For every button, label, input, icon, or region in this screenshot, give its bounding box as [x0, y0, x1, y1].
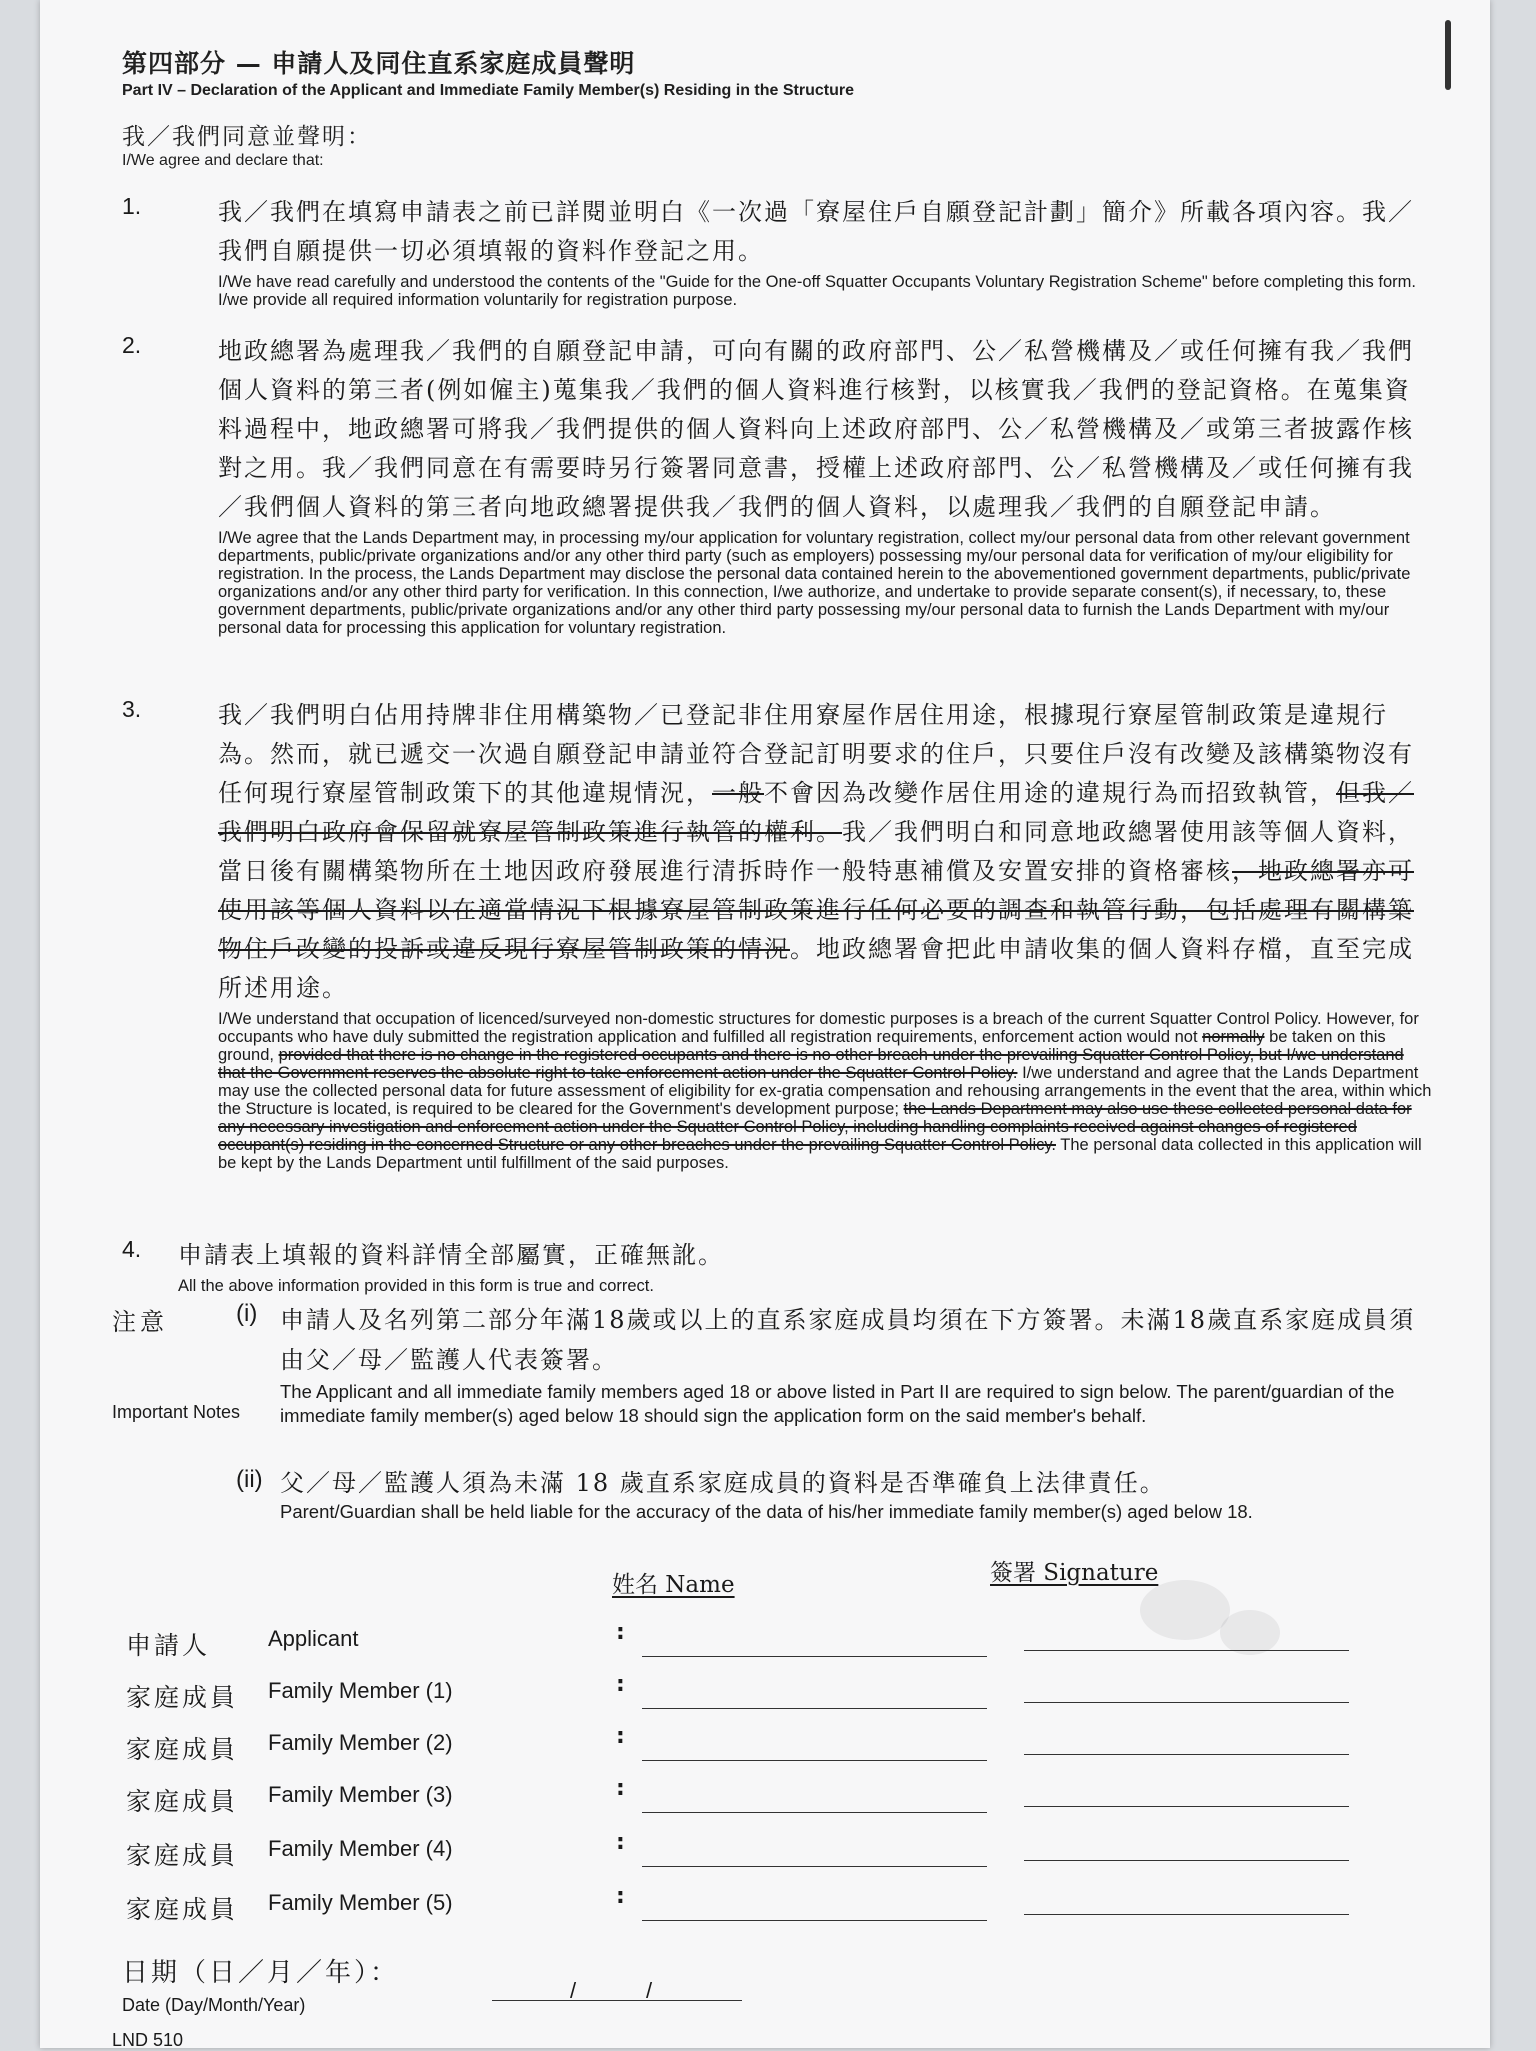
signature-row-family-2: [126, 1724, 1376, 1764]
part-title-en: Part IV – Declaration of the Applicant and Immediate Family Member(s) Residing in the Structure: [122, 82, 854, 99]
row-colon: :: [616, 1830, 625, 1855]
name-field[interactable]: [642, 1656, 987, 1657]
agree-heading-en: I/We agree and declare that:: [122, 152, 324, 169]
struck-text: 但我／我們明白政府會保留就寮屋管制政策進行執管的權利。: [218, 779, 1414, 846]
item-text-en: [218, 1010, 1432, 1172]
en-text-segment: I/We understand that occupation of licenced/surveyed non-domestic structures for domestic purposes is a breach of the current Squatter Control Policy. However, for occupants who have duly submitted the registration application and fulfilled all registration requirements, enforcement action would not: [218, 1010, 1419, 1046]
signature-column-header: 簽署 Signature: [990, 1560, 1159, 1586]
row-label-en: Family Member (1): [268, 1678, 453, 1703]
item-text-zh: [218, 696, 1432, 1008]
item-text-zh: 地政總署為處理我／我們的自願登記申請，可向有關的政府部門、公／私營機構及／或任何擁有我／我們個人資料的第三者(例如僱主)蒐集我／我們的個人資料進行核對，以核實我／我們的登記資格。在蒐集資料過程中，地政總署可將我／我們提供的個人資料向上述政府部門、公／私營機構及／或第三者披露作核對之用。我／我們同意在有需要時另行簽署同意書，授權上述政府部門、公／私營機構及／或任何擁有我／我們個人資料的第三者向地政總署提供我／我們的個人資料，以處理我／我們的自願登記申請。: [218, 337, 1414, 521]
name-column-header: 姓名 Name: [612, 1572, 735, 1598]
zh-text-segment: 不會因為改變作居住用途的違規行為而招致執管，: [764, 779, 1336, 807]
struck-text: ，地政總署亦可使用該等個人資料以在適當情況下根據寮屋管制政策進行任何必要的調查和執管行動，包括處理有關構築物住戶改變的投訴或違反現行寮屋管制政策的情況: [218, 857, 1414, 963]
item-text-en: I/We agree that the Lands Department may, in processing my/our application for voluntary registration, collect my/our personal data from other relevant government departments, public/private organizations and/or any other third party (such as employers) possessing my/our personal data for verification of my/our eligibility for registration. In the process, the Lands Department may disclose the personal data contained herein to the abovementioned government departments, public/private organizations and/or any other third party for verification. In this connection, I/we authorize, and undertake to provide separate consent(s), if necessary, to, these government departments, public/private organizations and/or any other third party possessing my/our personal data to furnish the Lands Department with my/our personal data for processing this application for voluntary registration.: [218, 529, 1411, 637]
signature-row-family-3: [126, 1776, 1376, 1816]
zh-text-segment: 。地政總署會把此申請收集的個人資料存檔，直至完成所述用途。: [218, 935, 1414, 1002]
agree-heading-zh: 我／我們同意並聲明：: [122, 124, 372, 150]
zh-text-segment: 我／我們明白和同意地政總署使用該等個人資料，當日後有關構築物所在土地因政府發展進行清拆時作一般特惠補償及安置安排的資格審核: [218, 818, 1414, 885]
date-field[interactable]: [492, 2000, 742, 2001]
struck-text: provided that there is no change in the registered occupants and there is no other breach under the prevailing Squatter Control Policy, but I/we understand that the Government reserves the absolute right to take enforcement action under the Squatter Control Policy.: [218, 1046, 1404, 1082]
row-label-en: Family Member (5): [268, 1890, 453, 1915]
row-colon: :: [616, 1672, 625, 1697]
signature-field[interactable]: [1024, 1754, 1349, 1755]
form-code: LND 510: [112, 2030, 184, 2050]
notes-label-zh: 注意: [112, 1308, 168, 1336]
signature-row-family-5: [126, 1884, 1376, 1924]
item-text-zh: 我／我們在填寫申請表之前已詳閱並明白《一次過「寮屋住戶自願登記計劃」簡介》所載各項內容。我／我們自願提供一切必須填報的資料作登記之用。: [218, 198, 1414, 265]
note-text-en: Parent/Guardian shall be held liable for the accuracy of the data of his/her immediate family member(s) aged below 18.: [280, 1501, 1253, 1522]
date-separator: /: [646, 1978, 653, 2003]
signature-field[interactable]: [1024, 1650, 1349, 1651]
notes-label-en: Important Notes: [112, 1402, 241, 1422]
signature-row-family-1: [126, 1672, 1376, 1712]
row-colon: :: [616, 1724, 625, 1749]
struck-text: 一般: [712, 779, 764, 807]
signature-field[interactable]: [1024, 1806, 1349, 1807]
note-text-zh: 申請人及名列第二部分年滿18歲或以上的直系家庭成員均須在下方簽署。未滿18歲直系家庭成員須由父／母／監護人代表簽署。: [280, 1306, 1416, 1374]
signature-field[interactable]: [1024, 1702, 1349, 1703]
declaration-item-3: [122, 696, 1432, 1172]
declaration-item-2: [122, 332, 1432, 637]
item-text-en: All the above information provided in this form is true and correct.: [178, 1277, 654, 1295]
note-marker: (i): [236, 1300, 258, 1327]
note-marker: (ii): [236, 1466, 263, 1493]
struck-text: the Lands Department may also use these collected personal data for any necessary investigation and enforcement action under the Squatter Control Policy, including handling complaints received against changes of registered occupant(s) residing in the concerned Structure or any other breaches under the prevailing Squatter Control Policy.: [218, 1100, 1412, 1154]
note-ii: [236, 1466, 1486, 1524]
item-number: 1.: [122, 193, 142, 219]
row-label-zh: 家庭成員: [126, 1841, 239, 1870]
row-label-en: Applicant: [268, 1626, 359, 1651]
en-text-segment: I/we understand and agree that the Lands Department may use the collected personal data for future assessment of eligibility for ex-gratia compensation and rehousing arrangements in the event that the area, within which the Structure is located, is required to be cleared for the Government's development purpose;: [218, 1064, 1432, 1118]
signature-field[interactable]: [1024, 1914, 1349, 1915]
row-label-zh: 家庭成員: [126, 1735, 239, 1764]
note-i: [236, 1300, 1436, 1428]
name-field[interactable]: [642, 1866, 987, 1867]
item-text-zh: 申請表上填報的資料詳情全部屬實，正確無訛。: [178, 1241, 724, 1269]
row-label-zh: 家庭成員: [126, 1895, 239, 1924]
row-label-en: Family Member (4): [268, 1836, 453, 1861]
name-field[interactable]: [642, 1760, 987, 1761]
item-number: 2.: [122, 332, 142, 358]
row-label-zh: 家庭成員: [126, 1787, 239, 1816]
signature-row-applicant: [126, 1620, 1376, 1660]
struck-text: normally: [1202, 1028, 1265, 1046]
en-text-segment: The personal data collected in this application will be kept by the Lands Department until fulfillment of the said purposes.: [218, 1136, 1422, 1172]
date-separator: /: [570, 1978, 577, 2003]
form-page: [40, 0, 1490, 2048]
date-label-zh: 日期（日／月／年）：: [122, 1958, 400, 1988]
date-label-en: Date (Day/Month/Year): [122, 1995, 306, 2015]
name-field[interactable]: [642, 1708, 987, 1709]
name-field[interactable]: [642, 1812, 987, 1813]
declaration-item-4: [122, 1236, 1432, 1295]
item-number: 3.: [122, 696, 142, 722]
declaration-item-1: [122, 193, 1432, 309]
item-text-en: I/We have read carefully and understood the contents of the "Guide for the One-off Squatter Occupants Voluntary Registration Scheme" before completing this form. I/we provide all required information voluntarily for registration purpose.: [218, 273, 1416, 309]
row-label-en: Family Member (3): [268, 1782, 453, 1807]
row-colon: :: [616, 1620, 625, 1645]
note-text-zh: 父／母／監護人須為未滿 18 歲直系家庭成員的資料是否準確負上法律責任。: [280, 1469, 1166, 1497]
name-field[interactable]: [642, 1920, 987, 1921]
item-number: 4.: [122, 1236, 142, 1262]
row-label-en: Family Member (2): [268, 1730, 453, 1755]
zh-text-segment: 我／我們明白佔用持牌非住用構築物／已登記非住用寮屋作居住用途，根據現行寮屋管制政策是違規行為。然而，就已遞交一次過自願登記申請並符合登記訂明要求的住戶，只要住戶沒有改變及該構築物沒有任何現行寮屋管制政策下的其他違規情況，: [218, 701, 1414, 807]
part-title-zh: 第四部分 — 申請人及同住直系家庭成員聲明: [122, 49, 636, 78]
row-label-zh: 申請人: [126, 1631, 211, 1660]
note-text-en: The Applicant and all immediate family members aged 18 or above listed in Part II are required to sign below. The parent/guardian of the immediate family member(s) aged below 18 should sign the application form on the said member's behalf.: [280, 1381, 1395, 1426]
staple-mark: [1445, 20, 1451, 90]
signature-row-family-4: [126, 1830, 1376, 1870]
en-text-segment: be taken on this ground,: [218, 1028, 1386, 1064]
row-colon: :: [616, 1776, 625, 1801]
row-label-zh: 家庭成員: [126, 1683, 239, 1712]
signature-field[interactable]: [1024, 1860, 1349, 1861]
row-colon: :: [616, 1884, 625, 1909]
